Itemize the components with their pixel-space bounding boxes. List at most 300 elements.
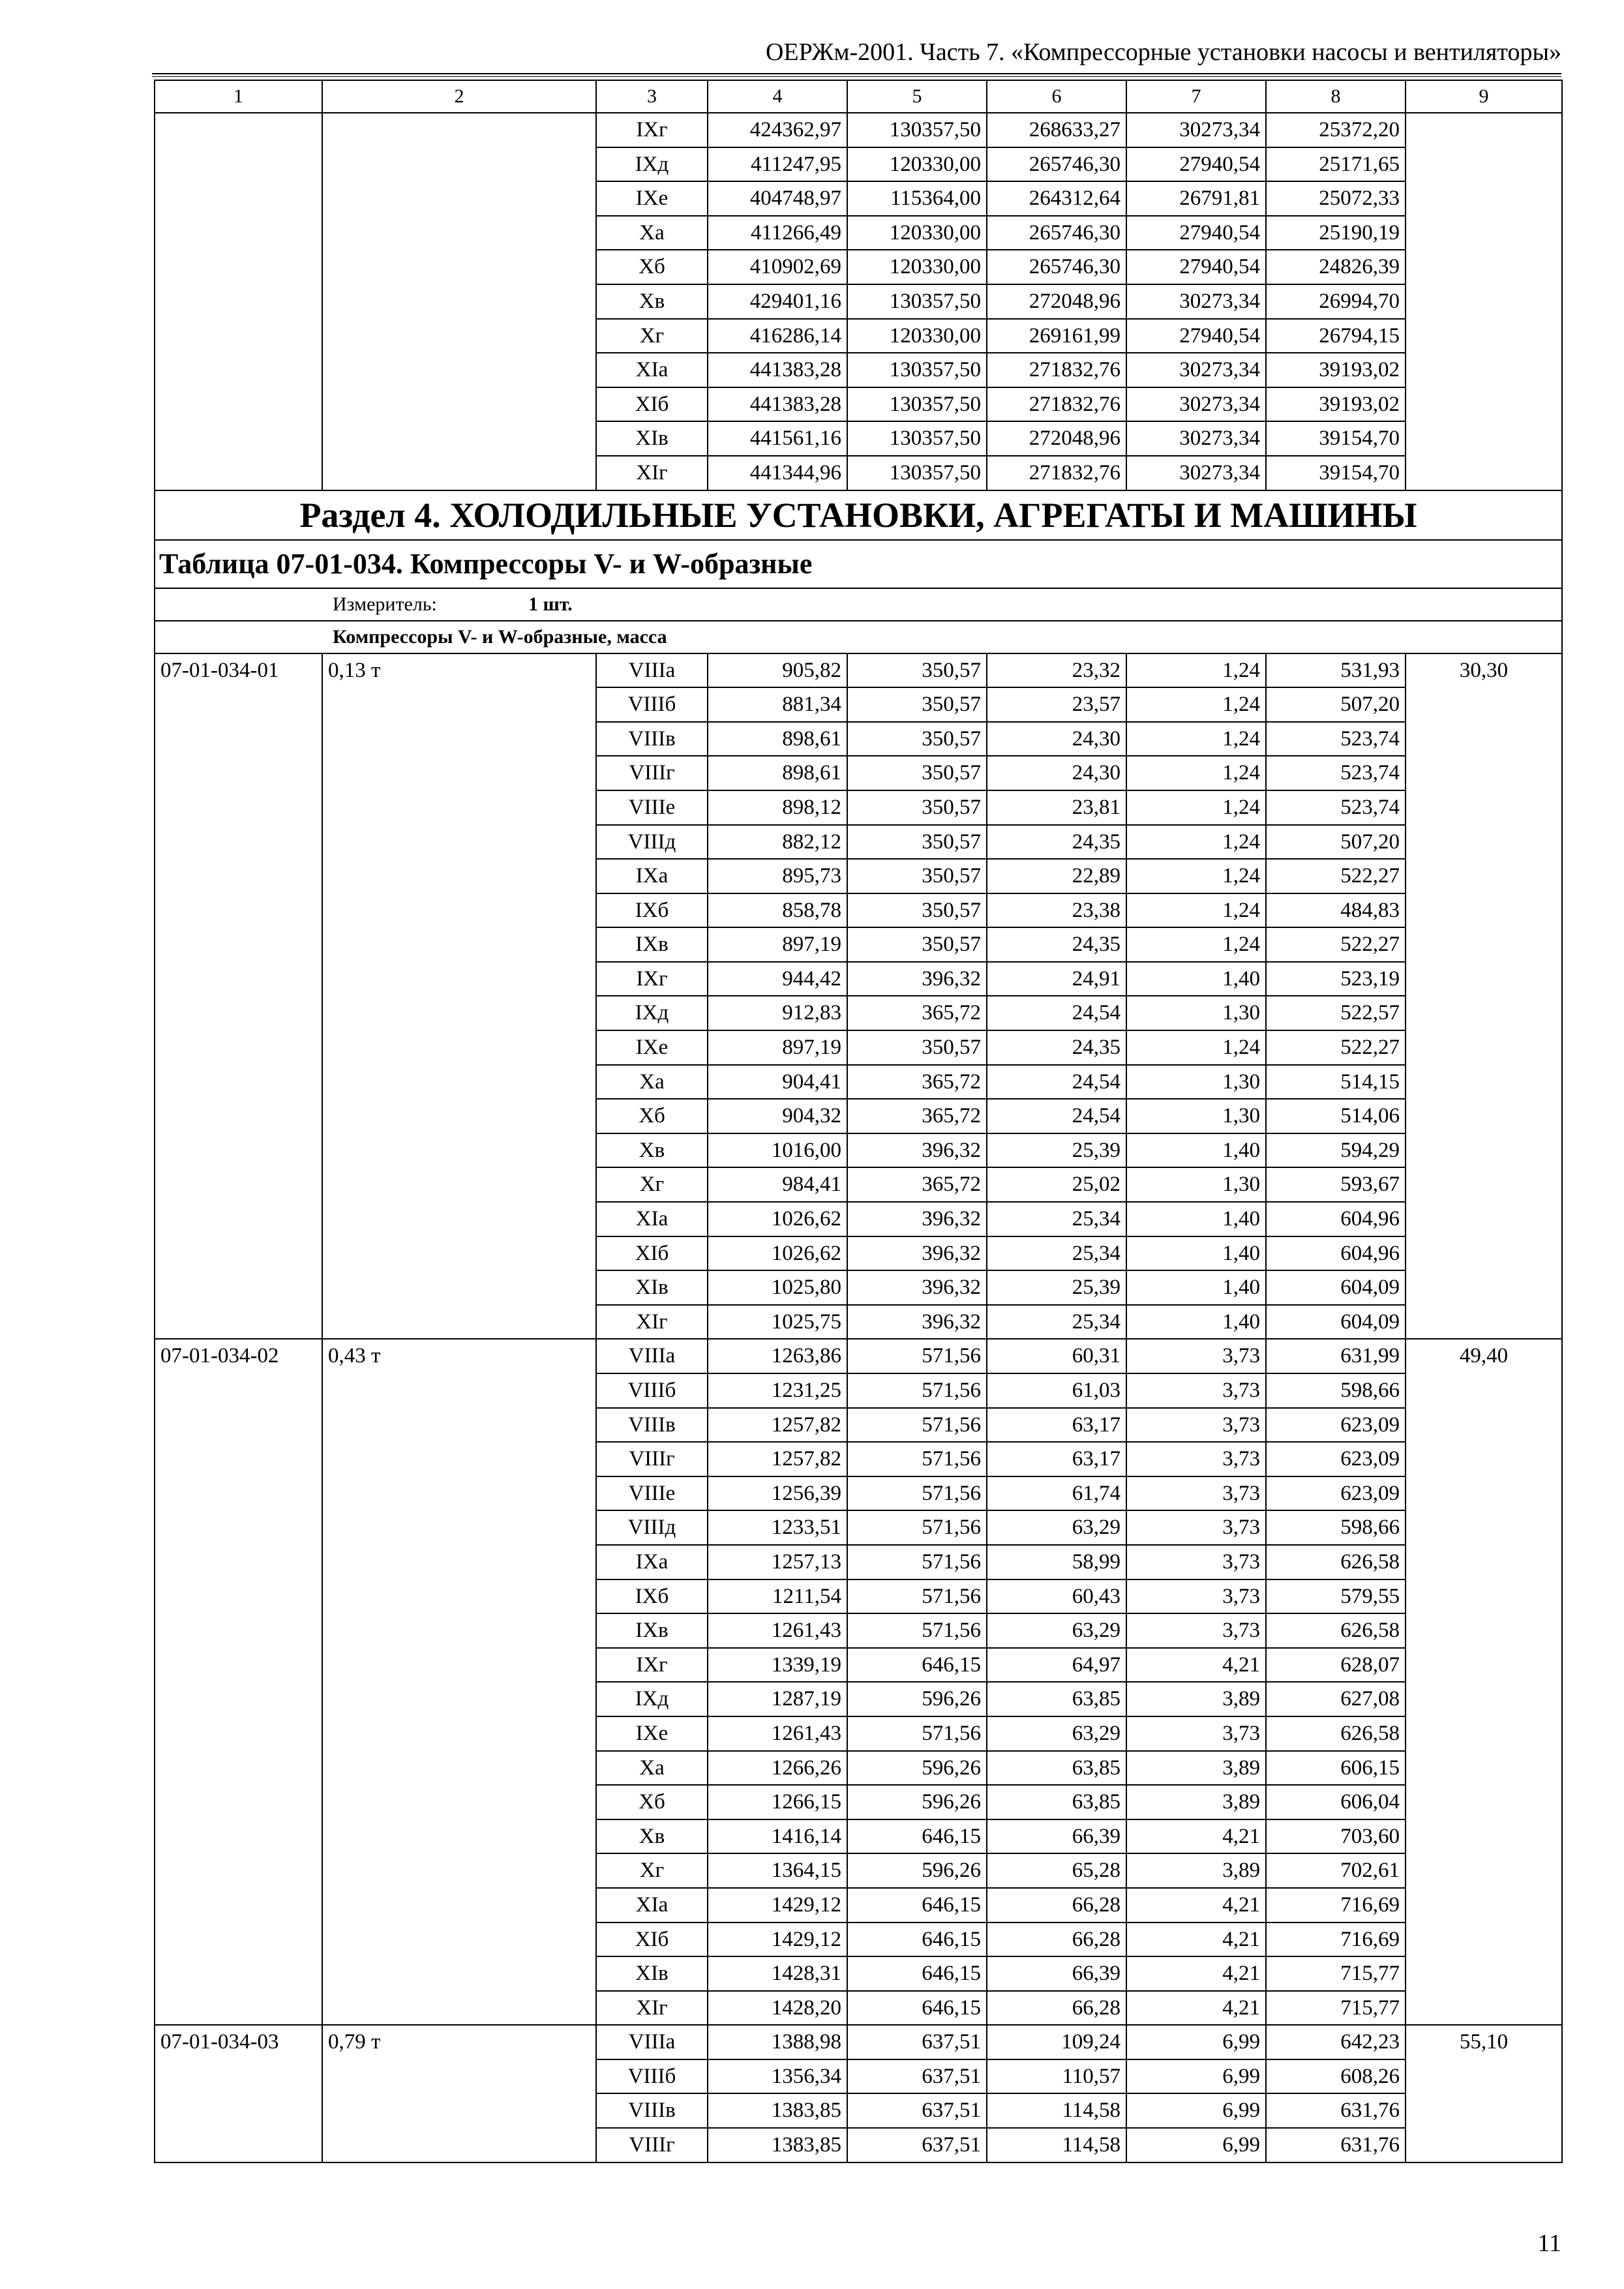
value-cell: 65,28 [987,1853,1126,1888]
variant-cell: Xг [596,319,708,353]
value-cell: 523,74 [1266,790,1406,825]
value-cell: 596,26 [847,1853,987,1888]
value-cell: 410902,69 [708,250,847,284]
table-row [155,2025,1562,2059]
variant-cell: Xв [596,1133,708,1168]
value-cell: 3,73 [1126,1339,1266,1373]
column-number-row [155,80,1562,113]
value-cell: 897,19 [708,1030,847,1065]
value-cell: 30273,34 [1126,353,1266,387]
value-cell: 1026,62 [708,1202,847,1236]
value-cell: 571,56 [847,1339,987,1373]
value-cell: 703,60 [1266,1819,1406,1854]
value-cell: 1416,14 [708,1819,847,1854]
group-row [155,621,1562,653]
value-cell: 350,57 [847,653,987,688]
value-cell: 63,29 [987,1716,1126,1751]
value-cell: 4,21 [1126,1819,1266,1854]
value-cell: 1,24 [1126,859,1266,893]
variant-cell: VIIIг [596,756,708,790]
value-cell: 631,99 [1266,1339,1406,1373]
value-cell: 350,57 [847,859,987,893]
variant-cell: Xа [596,1065,708,1100]
variant-cell: VIIIд [596,1510,708,1545]
value-cell: 646,15 [847,1819,987,1854]
value-cell: 1429,12 [708,1922,847,1957]
value-cell: 912,83 [708,996,847,1030]
value-cell: 365,72 [847,1167,987,1202]
value-cell: 596,26 [847,1751,987,1786]
variant-cell: XIб [596,387,708,422]
value-cell: 604,96 [1266,1236,1406,1271]
value-cell: 6,99 [1126,2059,1266,2094]
value-cell: 627,08 [1266,1682,1406,1716]
value-cell: 66,39 [987,1956,1126,1991]
value-cell: 898,61 [708,756,847,790]
value-cell: 120330,00 [847,319,987,353]
value-cell: 120330,00 [847,216,987,250]
value-cell: 606,04 [1266,1785,1406,1819]
value-cell: 268633,27 [987,113,1126,147]
value-cell: 507,20 [1266,825,1406,860]
value-cell: 110,57 [987,2059,1126,2094]
value-cell: 64,97 [987,1648,1126,1683]
value-cell: 63,17 [987,1442,1126,1476]
measure-value: 1 шт. [528,593,573,615]
value-cell: 598,66 [1266,1510,1406,1545]
value-cell: 984,41 [708,1167,847,1202]
value-cell: 4,21 [1126,1922,1266,1957]
variant-cell: IXв [596,1613,708,1648]
value-cell: 571,56 [847,1476,987,1511]
value-cell: 411247,95 [708,147,847,182]
value-cell: 24,35 [987,927,1126,962]
value-cell: 623,09 [1266,1442,1406,1476]
value-cell: 24,91 [987,962,1126,996]
value-cell: 24826,39 [1266,250,1406,284]
value-cell: 596,26 [847,1682,987,1716]
value-cell: 626,58 [1266,1545,1406,1579]
value-cell: 3,89 [1126,1785,1266,1819]
variant-cell: VIIIб [596,687,708,722]
value-cell: 646,15 [847,1648,987,1683]
value-cell: 39154,70 [1266,421,1406,456]
value-cell: 1,40 [1126,1202,1266,1236]
value-cell: 130357,50 [847,284,987,319]
value-cell: 25372,20 [1266,113,1406,147]
variant-cell: VIIIв [596,722,708,756]
value-cell: 130357,50 [847,421,987,456]
value-cell: 60,31 [987,1339,1126,1373]
value-cell: 3,73 [1126,1442,1266,1476]
value-cell: 1,30 [1126,996,1266,1030]
value-cell: 642,23 [1266,2025,1406,2059]
value-cell: 6,99 [1126,2093,1266,2128]
page-header-title: ОЕРЖм-2001. Часть 7. «Компрессорные установки насосы и вентиляторы» [765,38,1561,66]
col9-cell: 55,10 [1406,2025,1562,2162]
value-cell: 66,28 [987,1991,1126,2026]
value-cell: 61,03 [987,1373,1126,1408]
variant-cell: VIIIв [596,2093,708,2128]
value-cell: 1364,15 [708,1853,847,1888]
value-cell: 531,93 [1266,653,1406,688]
column-number-cell: 1 [155,80,322,113]
variant-cell: XIа [596,353,708,387]
variant-cell: VIIIе [596,790,708,825]
value-cell: 66,28 [987,1922,1126,1957]
value-cell: 898,12 [708,790,847,825]
variant-cell: Xб [596,1785,708,1819]
value-cell: 271832,76 [987,456,1126,490]
value-cell: 63,29 [987,1613,1126,1648]
value-cell: 1,40 [1126,1236,1266,1271]
value-cell: 27940,54 [1126,216,1266,250]
variant-cell: VIIIб [596,2059,708,2094]
value-cell: 1,30 [1126,1065,1266,1100]
value-cell: 514,06 [1266,1099,1406,1133]
value-cell: 441561,16 [708,421,847,456]
variant-cell: VIIIг [596,2128,708,2162]
value-cell: 484,83 [1266,893,1406,928]
value-cell: 1383,85 [708,2093,847,2128]
variant-cell: XIг [596,456,708,490]
value-cell: 646,15 [847,1888,987,1922]
value-cell: 1257,82 [708,1442,847,1476]
value-cell: 60,43 [987,1579,1126,1614]
value-cell: 898,61 [708,722,847,756]
rate-code-cell: 07-01-034-01 [155,653,322,1339]
value-cell: 571,56 [847,1613,987,1648]
value-cell: 130357,50 [847,353,987,387]
value-cell: 1266,15 [708,1785,847,1819]
value-cell: 1211,54 [708,1579,847,1614]
value-cell: 1356,34 [708,2059,847,2094]
measure-label: Измеритель: [333,593,437,615]
value-cell: 571,56 [847,1579,987,1614]
value-cell: 571,56 [847,1408,987,1443]
value-cell: 441383,28 [708,353,847,387]
value-cell: 24,54 [987,1065,1126,1100]
value-cell: 1,24 [1126,893,1266,928]
value-cell: 272048,96 [987,284,1126,319]
value-cell: 608,26 [1266,2059,1406,2094]
variant-cell: IXб [596,1579,708,1614]
value-cell: 596,26 [847,1785,987,1819]
table-title-row [155,540,1562,588]
variant-cell: Xв [596,1819,708,1854]
variant-cell: XIа [596,1202,708,1236]
variant-cell: IXб [596,893,708,928]
value-cell: 26794,15 [1266,319,1406,353]
value-cell: 1016,00 [708,1133,847,1168]
value-cell: 905,82 [708,653,847,688]
value-cell: 637,51 [847,2128,987,2162]
value-cell: 24,54 [987,1099,1126,1133]
value-cell: 350,57 [847,722,987,756]
measure-cell [155,588,1562,621]
mass-cell: 0,13 т [322,653,596,1339]
value-cell: 593,67 [1266,1167,1406,1202]
value-cell: 272048,96 [987,421,1126,456]
value-cell: 1,40 [1126,1305,1266,1339]
value-cell: 25,39 [987,1270,1126,1305]
value-cell: 120330,00 [847,147,987,182]
value-cell: 1263,86 [708,1339,847,1373]
value-cell: 1261,43 [708,1613,847,1648]
value-cell: 631,76 [1266,2128,1406,2162]
value-cell: 626,58 [1266,1613,1406,1648]
variant-cell: XIа [596,1888,708,1922]
value-cell: 3,73 [1126,1476,1266,1511]
value-cell: 1287,19 [708,1682,847,1716]
value-cell: 1,24 [1126,756,1266,790]
value-cell: 350,57 [847,825,987,860]
variant-cell: XIб [596,1236,708,1271]
value-cell: 25,39 [987,1133,1126,1168]
variant-cell: Xг [596,1167,708,1202]
value-cell: 30273,34 [1126,456,1266,490]
value-cell: 1233,51 [708,1510,847,1545]
value-cell: 623,09 [1266,1408,1406,1443]
value-cell: 1,24 [1126,722,1266,756]
variant-cell: Xв [596,284,708,319]
value-cell: 604,96 [1266,1202,1406,1236]
variant-cell: IXа [596,859,708,893]
value-cell: 3,89 [1126,1751,1266,1786]
value-cell: 30273,34 [1126,387,1266,422]
value-cell: 571,56 [847,1373,987,1408]
variant-cell: VIIIа [596,2025,708,2059]
value-cell: 1,24 [1126,790,1266,825]
column-number-cell: 7 [1126,80,1266,113]
value-cell: 265746,30 [987,250,1126,284]
value-cell: 6,99 [1126,2025,1266,2059]
value-cell: 571,56 [847,1510,987,1545]
value-cell: 1,40 [1126,1133,1266,1168]
value-cell: 63,17 [987,1408,1126,1443]
variant-cell: Xб [596,250,708,284]
variant-cell: IXв [596,927,708,962]
value-cell: 4,21 [1126,1888,1266,1922]
variant-cell: XIв [596,1956,708,1991]
variant-cell: VIIIг [596,1442,708,1476]
value-cell: 26994,70 [1266,284,1406,319]
value-cell: 1,30 [1126,1167,1266,1202]
col9-cell-empty [1406,113,1562,490]
value-cell: 24,54 [987,996,1126,1030]
value-cell: 23,38 [987,893,1126,928]
value-cell: 39193,02 [1266,387,1406,422]
value-cell: 3,89 [1126,1682,1266,1716]
variant-cell: Xа [596,1751,708,1786]
mass-cell: 0,43 т [322,1339,596,2025]
column-number-cell: 3 [596,80,708,113]
value-cell: 114,58 [987,2128,1126,2162]
value-cell: 396,32 [847,962,987,996]
variant-cell: IXг [596,962,708,996]
value-cell: 715,77 [1266,1956,1406,1991]
value-cell: 271832,76 [987,387,1126,422]
value-cell: 507,20 [1266,687,1406,722]
value-cell: 24,35 [987,825,1126,860]
value-cell: 598,66 [1266,1373,1406,1408]
value-cell: 25,34 [987,1305,1126,1339]
variant-cell: IXа [596,1545,708,1579]
value-cell: 25,34 [987,1202,1126,1236]
value-cell: 4,21 [1126,1991,1266,2026]
table-title: Таблица 07-01-034. Компрессоры V- и W-образные [155,540,1562,588]
col9-cell: 49,40 [1406,1339,1562,2025]
value-cell: 637,51 [847,2093,987,2128]
value-cell: 1026,62 [708,1236,847,1271]
value-cell: 646,15 [847,1922,987,1957]
value-cell: 271832,76 [987,353,1126,387]
value-cell: 3,89 [1126,1853,1266,1888]
value-cell: 350,57 [847,1030,987,1065]
value-cell: 1428,31 [708,1956,847,1991]
variant-cell: XIг [596,1305,708,1339]
column-number-cell: 9 [1406,80,1562,113]
value-cell: 1428,20 [708,1991,847,2026]
value-cell: 30273,34 [1126,421,1266,456]
value-cell: 30273,34 [1126,284,1266,319]
rates-table-body [155,80,1562,2162]
value-cell: 637,51 [847,2025,987,2059]
value-cell: 1256,39 [708,1476,847,1511]
value-cell: 904,32 [708,1099,847,1133]
value-cell: 944,42 [708,962,847,996]
variant-cell: Xа [596,216,708,250]
value-cell: 579,55 [1266,1579,1406,1614]
value-cell: 1383,85 [708,2128,847,2162]
value-cell: 1,40 [1126,1270,1266,1305]
value-cell: 631,76 [1266,2093,1406,2128]
value-cell: 716,69 [1266,1922,1406,1957]
variant-cell: XIб [596,1922,708,1957]
value-cell: 3,73 [1126,1613,1266,1648]
value-cell: 523,74 [1266,756,1406,790]
value-cell: 109,24 [987,2025,1126,2059]
col9-cell: 30,30 [1406,653,1562,1339]
variant-cell: IXд [596,147,708,182]
value-cell: 522,57 [1266,996,1406,1030]
column-number-cell: 8 [1266,80,1406,113]
value-cell: 25,34 [987,1236,1126,1271]
value-cell: 23,32 [987,653,1126,688]
value-cell: 130357,50 [847,387,987,422]
value-cell: 27940,54 [1126,147,1266,182]
value-cell: 350,57 [847,927,987,962]
value-cell: 25190,19 [1266,216,1406,250]
value-cell: 1257,13 [708,1545,847,1579]
value-cell: 716,69 [1266,1888,1406,1922]
value-cell: 571,56 [847,1716,987,1751]
value-cell: 396,32 [847,1133,987,1168]
column-number-cell: 6 [987,80,1126,113]
value-cell: 24,30 [987,756,1126,790]
value-cell: 350,57 [847,893,987,928]
value-cell: 1,40 [1126,962,1266,996]
value-cell: 404748,97 [708,181,847,216]
value-cell: 63,85 [987,1682,1126,1716]
name-cell-empty [322,113,596,490]
value-cell: 1388,98 [708,2025,847,2059]
value-cell: 637,51 [847,2059,987,2094]
value-cell: 522,27 [1266,859,1406,893]
variant-cell: VIIIа [596,1339,708,1373]
value-cell: 1257,82 [708,1408,847,1443]
value-cell: 441383,28 [708,387,847,422]
variant-cell: VIIIв [596,1408,708,1443]
column-number-cell: 2 [322,80,596,113]
value-cell: 130357,50 [847,456,987,490]
value-cell: 1261,43 [708,1716,847,1751]
value-cell: 396,32 [847,1270,987,1305]
section-title: Раздел 4. ХОЛОДИЛЬНЫЕ УСТАНОВКИ, АГРЕГАТЫ И МАШИНЫ [155,490,1562,540]
value-cell: 1231,25 [708,1373,847,1408]
value-cell: 623,09 [1266,1476,1406,1511]
value-cell: 441344,96 [708,456,847,490]
variant-cell: XIв [596,1270,708,1305]
value-cell: 26791,81 [1126,181,1266,216]
value-cell: 628,07 [1266,1648,1406,1683]
value-cell: 115364,00 [847,181,987,216]
variant-cell: IXд [596,996,708,1030]
value-cell: 429401,16 [708,284,847,319]
value-cell: 594,29 [1266,1133,1406,1168]
value-cell: 25,02 [987,1167,1126,1202]
value-cell: 424362,97 [708,113,847,147]
variant-cell: Xб [596,1099,708,1133]
page-number: 11 [1537,2230,1561,2257]
value-cell: 66,39 [987,1819,1126,1854]
value-cell: 63,85 [987,1785,1126,1819]
value-cell: 58,99 [987,1545,1126,1579]
value-cell: 350,57 [847,687,987,722]
value-cell: 3,73 [1126,1408,1266,1443]
value-cell: 365,72 [847,1099,987,1133]
value-cell: 1429,12 [708,1888,847,1922]
value-cell: 120330,00 [847,250,987,284]
value-cell: 1339,19 [708,1648,847,1683]
value-cell: 61,74 [987,1476,1126,1511]
value-cell: 904,41 [708,1065,847,1100]
table-row [155,1339,1562,1373]
value-cell: 4,21 [1126,1956,1266,1991]
variant-cell: VIIIб [596,1373,708,1408]
value-cell: 715,77 [1266,1991,1406,2026]
value-cell: 264312,64 [987,181,1126,216]
value-cell: 1266,26 [708,1751,847,1786]
header-rule [152,73,1561,77]
value-cell: 396,32 [847,1202,987,1236]
value-cell: 39193,02 [1266,353,1406,387]
value-cell: 365,72 [847,996,987,1030]
value-cell: 24,30 [987,722,1126,756]
value-cell: 365,72 [847,1065,987,1100]
variant-cell: IXе [596,1030,708,1065]
value-cell: 39154,70 [1266,456,1406,490]
value-cell: 3,73 [1126,1716,1266,1751]
group-cell [155,621,1562,653]
mass-cell: 0,79 т [322,2025,596,2162]
value-cell: 882,12 [708,825,847,860]
table-row [155,653,1562,688]
value-cell: 1,24 [1126,653,1266,688]
group-title: Компрессоры V- и W-образные, масса [333,625,667,648]
value-cell: 1,24 [1126,927,1266,962]
value-cell: 30273,34 [1126,113,1266,147]
